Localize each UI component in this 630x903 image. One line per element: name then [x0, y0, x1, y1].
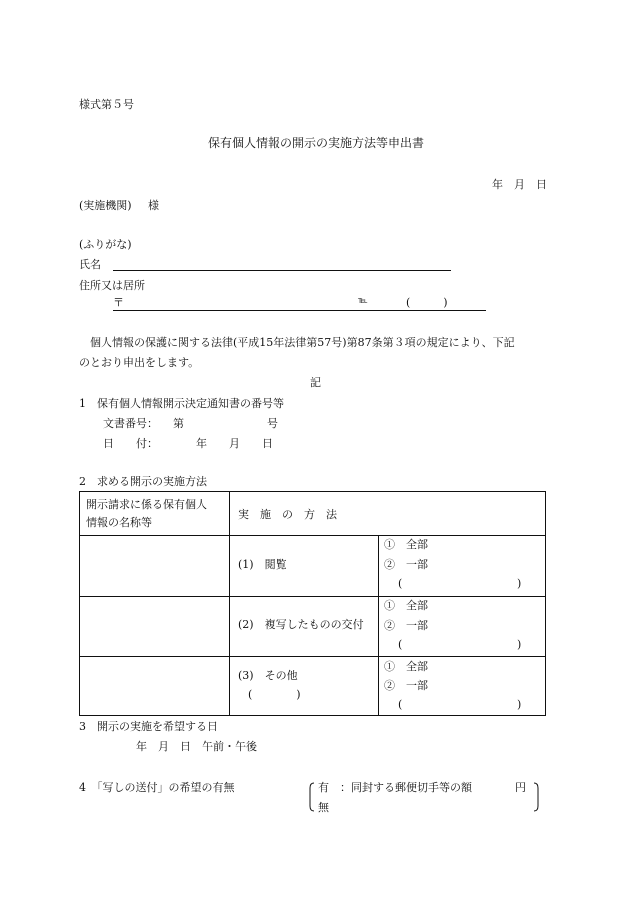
table-col-divider-2	[378, 535, 379, 715]
header-col2: 実 施 の 方 法	[238, 508, 337, 521]
doc-number-dai: 第	[173, 417, 184, 430]
section4-yen: 円	[515, 781, 526, 794]
tel-label: ℡	[358, 296, 368, 306]
body-text-line1: 個人情報の保護に関する法律(平成15年法律第57号)第87条第３項の規定により、下記	[90, 336, 515, 349]
section4-heading: 4 「写しの送付」の希望の有無	[79, 781, 235, 794]
date-label: 日 付：	[103, 437, 158, 450]
doc-number-label: 文書番号：	[103, 417, 158, 430]
section2-heading: 2 求める開示の実施方法	[79, 475, 207, 488]
row3-option-all: ① 全部	[384, 660, 428, 673]
form-title: 保有個人情報の開示の実施方法等申出書	[208, 136, 425, 150]
left-bracket-icon	[309, 782, 315, 812]
method-table	[79, 491, 546, 716]
furigana-label: (ふりがな)	[79, 238, 132, 251]
row2-option-all: ① 全部	[384, 599, 428, 612]
doc-number-go: 号	[267, 417, 278, 430]
name-underline	[113, 270, 451, 271]
body-text-line2: のとおり申出をします。	[79, 356, 200, 369]
row3-option-part: ② 一部	[384, 679, 428, 692]
table-row-divider-2	[80, 596, 545, 597]
date-value: 年 月 日	[196, 437, 273, 450]
row2-option-part: ② 一部	[384, 619, 428, 632]
method-row1-label: (1) 閲覧	[238, 558, 287, 571]
addressee-org: (実施機関)	[79, 199, 132, 212]
right-bracket-icon	[533, 782, 539, 812]
section4-yes-option: 有 ：同封する郵便切手等の額	[318, 781, 472, 794]
addressee-honorific: 様	[148, 199, 159, 212]
section3-heading: 3 開示の実施を希望する日	[79, 720, 218, 733]
address-label: 住所又は居所	[79, 279, 145, 292]
section1-heading: 1 保有個人情報開示決定通知書の番号等	[79, 397, 284, 410]
row3-paren-open: (	[398, 698, 403, 711]
form-number: 様式第５号	[79, 98, 134, 111]
row1-option-part: ② 一部	[384, 558, 428, 571]
row1-paren-open: (	[398, 577, 403, 590]
row1-option-all: ① 全部	[384, 538, 428, 551]
method-row2-label: (2) 複写したものの交付	[238, 618, 364, 631]
tel-paren: ( )	[406, 296, 448, 309]
section3-value: 年 月 日 午前・午後	[136, 740, 257, 753]
row2-paren-close: )	[517, 638, 522, 651]
method-row3-paren: ( )	[248, 688, 301, 701]
row1-paren-close: )	[517, 577, 522, 590]
table-row-divider-1	[80, 535, 545, 536]
table-row-divider-3	[80, 656, 545, 657]
section4-no-option: 無	[318, 801, 329, 814]
ki-heading: 記	[310, 376, 321, 389]
method-row3-label: (3) その他	[238, 669, 298, 682]
postal-mark: 〒	[113, 296, 124, 309]
address-underline	[113, 310, 486, 311]
row3-paren-close: )	[517, 698, 522, 711]
header-col1-line2: 情報の名称等	[86, 516, 152, 529]
header-col1-line1: 開示請求に係る保有個人	[86, 498, 207, 511]
row2-paren-open: (	[398, 638, 403, 651]
name-label: 氏名	[79, 258, 101, 271]
table-col-divider-1	[229, 492, 230, 715]
date-line: 年 月 日	[492, 178, 547, 191]
